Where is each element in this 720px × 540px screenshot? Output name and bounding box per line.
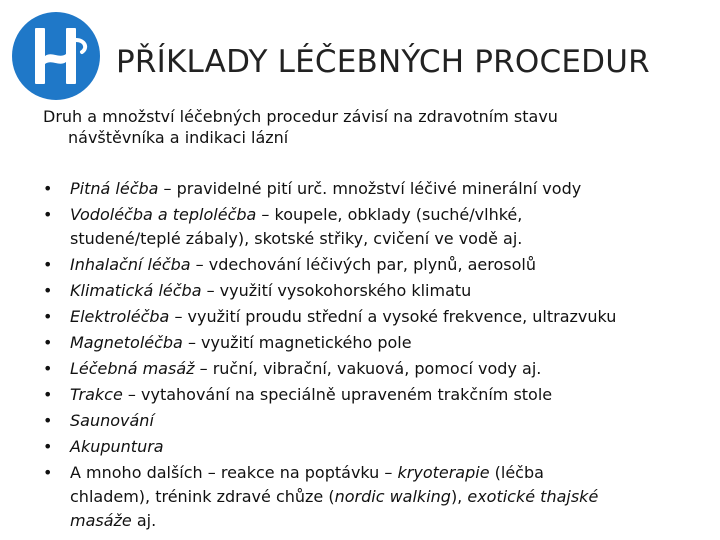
item-text-italic: masáže <box>70 511 132 530</box>
procedure-desc: – vdechování léčivých par, plynů, aerosolů <box>190 255 536 274</box>
list-item <box>43 278 698 304</box>
item-text-italic: nordic walking <box>334 487 451 506</box>
procedure-desc: – využití vysokohorského klimatu <box>201 281 472 300</box>
procedure-desc: – využití proudu střední a vysoké frekvence, ultrazvuku <box>169 307 617 326</box>
page-title: PŘÍKLADY LÉČEBNÝCH PROCEDUR <box>116 44 650 80</box>
bullet-icon: • <box>43 307 53 326</box>
bullet-icon: • <box>43 205 53 224</box>
procedure-term: Trakce <box>70 385 123 404</box>
procedure-term: Inhalační léčba <box>70 255 191 274</box>
procedure-term: Magnetoléčba <box>70 333 183 352</box>
bullet-icon: • <box>43 359 53 378</box>
bullet-icon: • <box>43 385 53 404</box>
procedure-term: Klimatická léčba <box>70 281 202 300</box>
procedure-desc: – využití magnetického pole <box>182 333 412 352</box>
bullet-icon: • <box>43 255 53 274</box>
procedure-term: Elektroléčba <box>70 307 170 326</box>
list-item <box>43 434 698 460</box>
procedure-term: Akupuntura <box>70 437 164 456</box>
procedure-desc: – pravidelné pití urč. množství léčivé minerální vody <box>158 179 582 198</box>
spa-h-logo-icon <box>10 10 102 102</box>
list-item <box>43 408 698 434</box>
intro-line-2: návštěvníka a indikaci lázní <box>68 128 289 147</box>
list-item <box>43 176 698 202</box>
bullet-icon: • <box>43 463 53 482</box>
bullet-icon: • <box>43 179 53 198</box>
item-text: chladem), trénink zdravé chůze ( <box>70 487 335 506</box>
bullet-icon: • <box>43 411 53 430</box>
item-text: ), <box>450 487 468 506</box>
list-item <box>43 330 698 356</box>
list-item <box>43 304 698 330</box>
list-item <box>43 382 698 408</box>
procedure-term: Pitná léčba <box>70 179 159 198</box>
intro-line-1: Druh a množství léčebných procedur závisí na zdravotním stavu <box>43 107 558 126</box>
item-text: (léčba <box>489 463 544 482</box>
procedure-term: Saunování <box>70 411 154 430</box>
procedure-desc: – koupele, obklady (suché/vlhké, <box>256 205 523 224</box>
list-item <box>43 356 698 382</box>
procedure-desc: – ruční, vibrační, vakuová, pomocí vody aj. <box>194 359 542 378</box>
procedure-desc: – vytahování na speciálně upraveném trakčním stole <box>122 385 553 404</box>
item-text-italic: kryoterapie <box>397 463 490 482</box>
list-item <box>43 461 698 533</box>
intro-text <box>43 106 683 148</box>
procedure-list <box>43 176 698 534</box>
bullet-icon: • <box>43 281 53 300</box>
bullet-icon: • <box>43 437 53 456</box>
procedure-desc-cont: studené/teplé zábaly), skotské střiky, cvičení ve vodě aj. <box>70 229 523 248</box>
list-item <box>43 252 698 278</box>
bullet-icon: • <box>43 333 53 352</box>
procedure-term: Vodoléčba a teploléčba <box>70 205 257 224</box>
list-item <box>43 203 698 251</box>
procedure-term: Léčebná masáž <box>70 359 195 378</box>
item-text: aj. <box>131 511 157 530</box>
item-text-italic: exotické thajské <box>467 487 599 506</box>
item-text: A mnoho dalších – reakce na poptávku – <box>70 463 398 482</box>
